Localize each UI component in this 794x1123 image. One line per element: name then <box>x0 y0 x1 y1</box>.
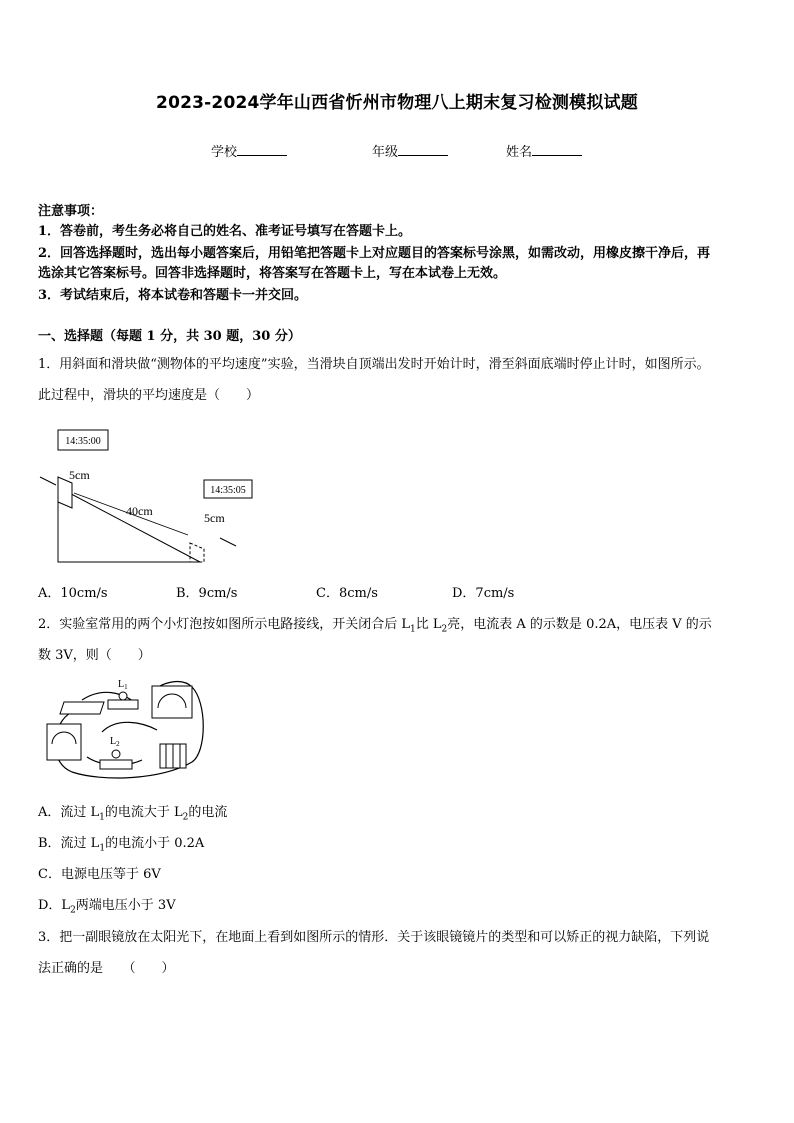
notice-heading: 注意事项： <box>38 204 104 219</box>
q2-a-part: 的电流 <box>188 805 228 820</box>
switch <box>60 702 104 714</box>
question-2-text <box>38 613 712 635</box>
q1-option-d[interactable]: D．7cm/s <box>452 586 515 601</box>
q2-a-sub: 1 <box>99 812 105 823</box>
length-label-bottom: 5cm <box>204 511 225 525</box>
school-blank <box>237 143 287 156</box>
length-label-top: 5cm <box>69 468 90 482</box>
incline-ramp <box>58 487 200 562</box>
name-blank <box>532 143 582 156</box>
arrow-top <box>40 477 56 485</box>
notice-item: 选涂其它答案标号。回答非选择题时，将答案写在答题卡上，写在本试卷上无效。 <box>38 266 507 281</box>
bulb-l2-base <box>100 760 132 769</box>
grade-label: 年级 <box>372 145 399 160</box>
section-heading: 一、选择题（每题 1 分，共 30 题，30 分） <box>38 329 301 344</box>
q2-b-part: 的电流小于 0.2A <box>105 836 205 851</box>
q2-text-part: 比 L <box>415 617 442 632</box>
label-l2: $L_2$ <box>110 736 120 748</box>
question-1-text-cont: 此过程中，滑块的平均速度是（ ） <box>38 388 260 403</box>
page-title: 2023-2024学年山西省忻州市物理八上期末复习检测模拟试题 <box>156 93 638 113</box>
bulb-l2 <box>112 750 120 758</box>
timer-end-label: 14:35:05 <box>210 485 246 496</box>
label-l1: $L_1$ <box>118 679 128 691</box>
notice-item: 1．答卷前，考生务必将自己的姓名、准考证号填写在答题卡上。 <box>38 224 412 239</box>
q2-d-part: 两端电压小于 3V <box>75 898 176 913</box>
q2-b-part: B．流过 L <box>38 836 100 851</box>
q2-option-d[interactable] <box>38 894 176 916</box>
school-label: 学校 <box>211 145 238 160</box>
q2-option-a[interactable] <box>38 801 227 823</box>
q2-text-part: 亮，电流表 A 的示数是 0.2A，电压表 V 的示 <box>447 617 712 632</box>
slider-block-bottom <box>190 543 204 562</box>
circuit-wire <box>102 722 157 732</box>
question-3-text-cont: 法正确的是 （ ） <box>38 961 175 976</box>
q2-text-part: 2．实验室常用的两个小灯泡按如图所示电路接线，开关闭合后 L <box>38 617 411 632</box>
q1-option-c[interactable]: C．8cm/s <box>316 586 378 601</box>
arrow-bottom <box>220 538 236 546</box>
q2-b-sub: 1 <box>99 843 106 854</box>
q2-a-part: 的电流大于 L <box>104 805 183 820</box>
q2-sub: 2 <box>441 624 448 635</box>
q2-a-part: A．流过 L <box>38 805 100 820</box>
grade-blank <box>398 143 448 156</box>
q1-option-b[interactable]: B．9cm/s <box>176 586 238 601</box>
name-field <box>506 141 582 160</box>
voltmeter <box>152 686 192 718</box>
grade-field <box>372 141 448 160</box>
question-1-text: 1．用斜面和滑块做“测物体的平均速度”实验，当滑块自顶端出发时开始计时，滑至斜面底端时停止计时，如图所示。 <box>38 357 710 372</box>
q1-figure <box>38 425 258 575</box>
q2-sub: 1 <box>410 624 416 635</box>
q2-circuit-figure <box>42 672 212 782</box>
q2-d-sub: 2 <box>70 905 76 916</box>
notice-item: 3．考试结束后，将本试卷和答题卡一并交回。 <box>38 288 308 303</box>
question-2-text-cont: 数 3V，则（ ） <box>38 648 151 663</box>
bulb-l1 <box>119 692 127 700</box>
length-label-track: 40cm <box>126 504 153 518</box>
bulb-l1-base <box>108 700 138 709</box>
q2-a-sub: 2 <box>182 812 189 823</box>
q1-option-a[interactable]: A．10cm/s <box>38 586 108 601</box>
question-3-text: 3．把一副眼镜放在太阳光下，在地面上看到如图所示的情形．关于该眼镜镜片的类型和可以矫正的视力缺陷，下列说 <box>38 930 710 945</box>
timer-start-label: 14:35:00 <box>65 436 101 447</box>
notice-item: 2．回答选择题时，选出每小题答案后，用铅笔把答题卡上对应题目的答案标号涂黑，如需改动，用橡皮擦干净后，再 <box>38 246 711 261</box>
name-label: 姓名 <box>506 145 533 160</box>
q2-option-c[interactable]: C．电源电压等于 6V <box>38 867 161 882</box>
q2-option-b[interactable] <box>38 832 204 854</box>
q2-d-part: D．L <box>38 898 71 913</box>
school-field <box>211 141 287 160</box>
